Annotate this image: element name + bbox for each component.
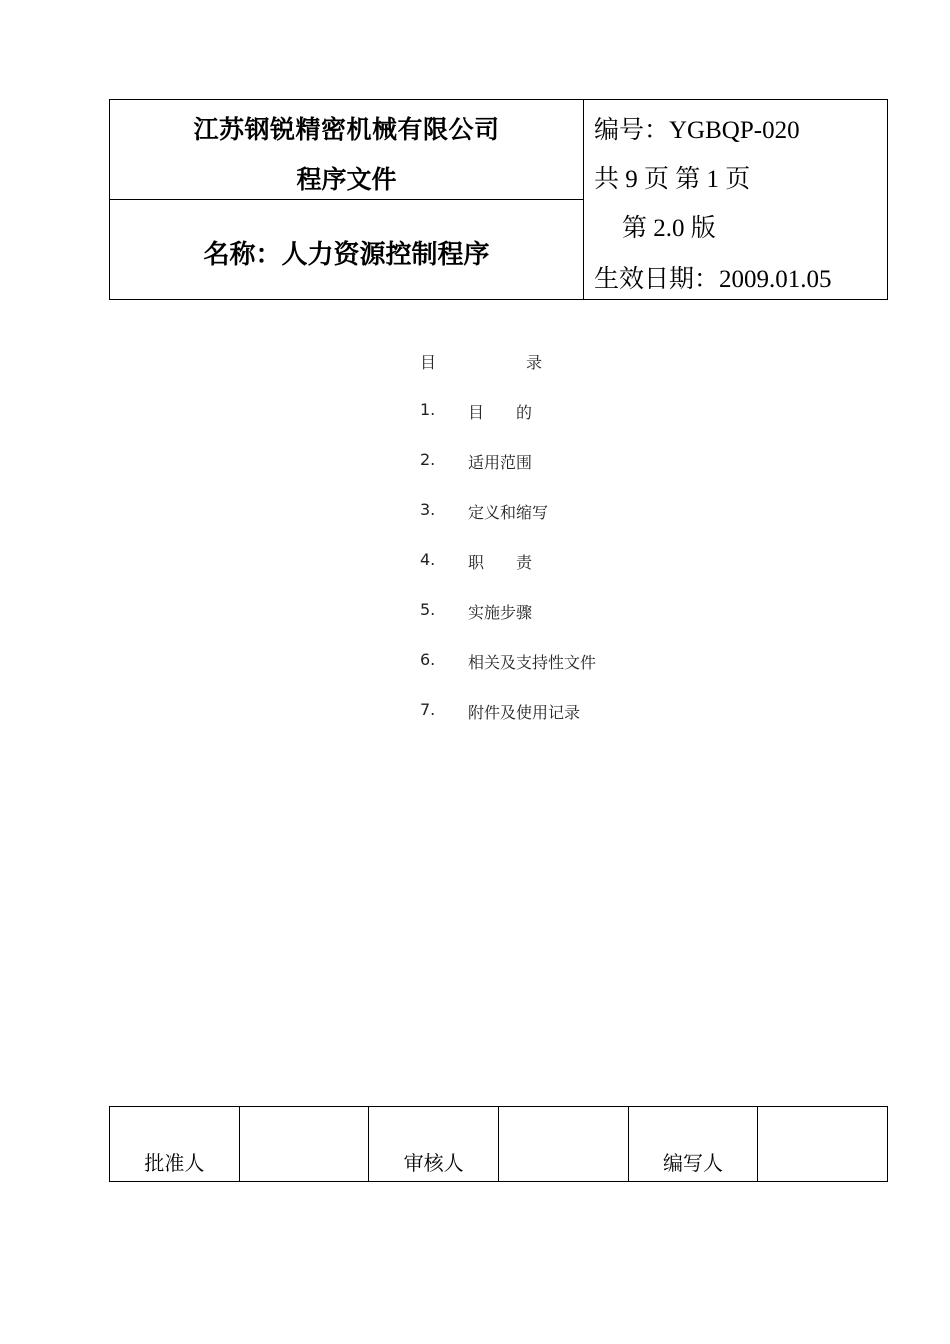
author-value-cell[interactable] xyxy=(758,1107,887,1181)
reviewer-value-cell[interactable] xyxy=(499,1107,629,1181)
toc-item-label: 目 的 xyxy=(468,403,533,422)
toc-item-number: 3. xyxy=(420,500,436,519)
document-name: 名称：人力资源控制程序 xyxy=(203,240,490,270)
approver-label: 批准人 xyxy=(144,1151,205,1175)
document-name-cell xyxy=(110,200,583,299)
signoff-table xyxy=(109,1106,888,1182)
author-label: 编写人 xyxy=(663,1151,724,1175)
reviewer-label-cell xyxy=(369,1107,499,1181)
toc-item-number: 7. xyxy=(420,700,436,719)
document-number: 编号：YGBQP-020 xyxy=(594,117,800,144)
approver-label-cell xyxy=(110,1107,240,1181)
toc-item-label: 相关及支持性文件 xyxy=(468,653,597,672)
toc-item-number: 6. xyxy=(420,650,436,669)
toc-item-label: 附件及使用记录 xyxy=(468,703,581,722)
effective-date: 生效日期：2009.01.05 xyxy=(594,266,832,293)
document-type: 程序文件 xyxy=(296,165,397,194)
header-left-column xyxy=(110,100,584,299)
toc-item-label: 实施步骤 xyxy=(468,603,533,622)
author-label-cell xyxy=(629,1107,759,1181)
toc-item-label: 定义和缩写 xyxy=(468,503,549,522)
toc-title-right: 录 xyxy=(526,353,543,372)
version: 第 2.0 版 xyxy=(622,215,716,242)
toc-item-label: 适用范围 xyxy=(468,453,533,472)
header-right-column xyxy=(584,100,887,299)
reviewer-label: 审核人 xyxy=(403,1151,464,1175)
toc-item-number: 1. xyxy=(420,400,436,419)
toc-item-number: 2. xyxy=(420,450,436,469)
toc-title-left: 目 xyxy=(420,353,437,372)
document-header-table xyxy=(109,99,888,300)
approver-value-cell[interactable] xyxy=(240,1107,370,1181)
toc-item-number: 5. xyxy=(420,600,436,619)
company-name: 江苏钢锐精密机械有限公司 xyxy=(193,115,500,144)
toc-item-number: 4. xyxy=(420,550,436,569)
company-cell xyxy=(110,100,583,200)
page-count: 共 9 页 第 1 页 xyxy=(594,166,751,193)
toc-item-label: 职 责 xyxy=(468,553,533,572)
